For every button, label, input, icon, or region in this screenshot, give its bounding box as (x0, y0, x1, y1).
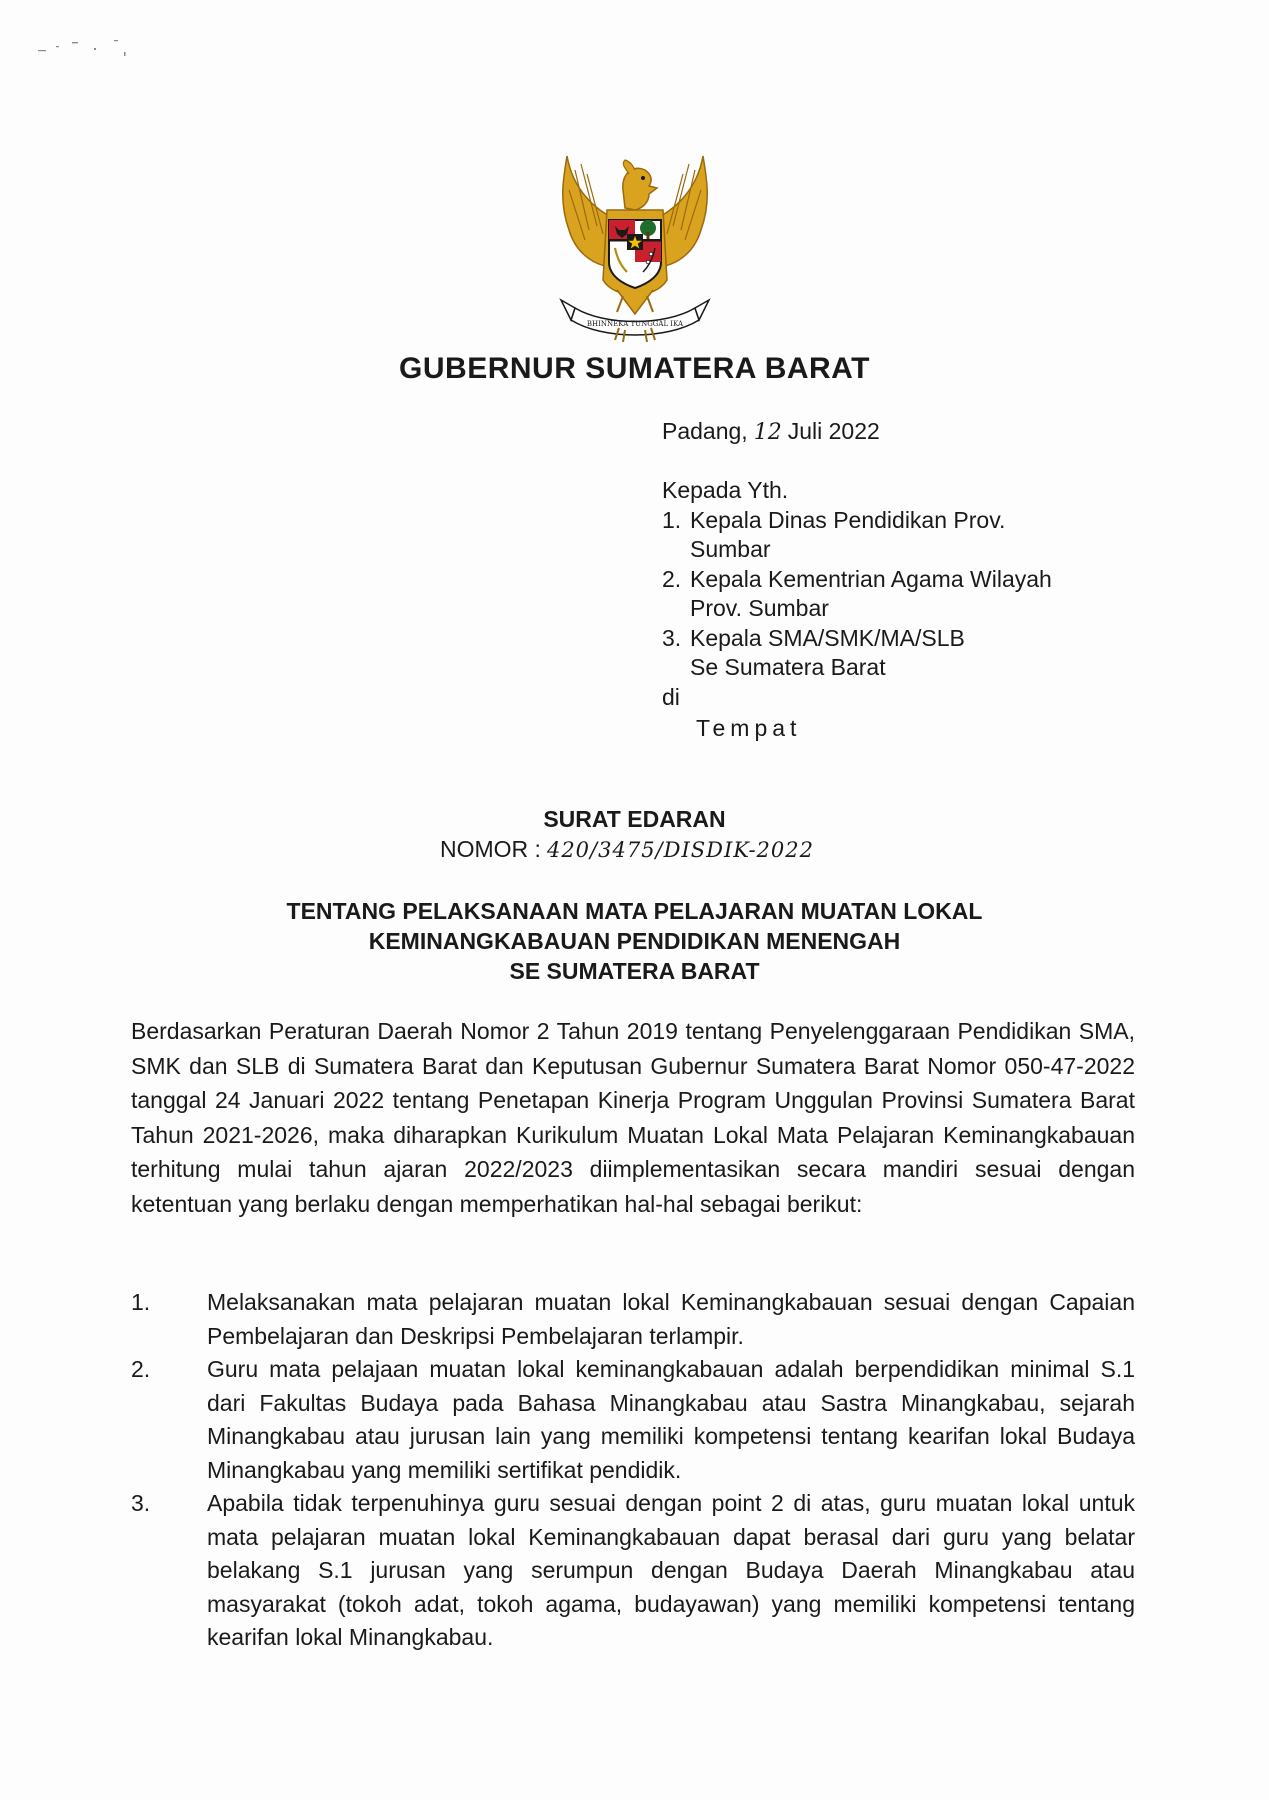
recipient-line: Se Sumatera Barat (690, 654, 886, 680)
recipient-item (662, 506, 1130, 565)
recipient-line: Kepala SMA/SMK/MA/SLB (690, 624, 965, 651)
points-list (131, 1286, 1135, 1655)
point-text: Apabila tidak terpenuhinya guru sesuai dengan point 2 di atas, guru muatan lokal untuk mata pelajaran muatan lokal Keminangkabauan dapat berasal dari guru yang belatar belakang S.1 jurusan yang serumpun dengan Budaya Daerah Minangkabau atau masyarakat (tokoh adat, tokoh agama, budayawan) yang memiliki kompetensi tentang kearifan lokal Minangkabau. (207, 1490, 1135, 1650)
recipient-number: 2. (662, 565, 682, 592)
point-text: Guru mata pelajaan muatan lokal keminangkabauan adalah berpendidikan minimal S.1 dari Fakultas Budaya pada Bahasa Minangkabau atau Sastra Minangkabau, sejarah Minangkabau atau jurusan lain yang memiliki kompetensi tentang kearifan lokal Budaya Minangkabau yang memiliki sertifikat pendidik. (207, 1356, 1135, 1483)
point-number: 1. (131, 1289, 151, 1315)
subject-line: KEMINANGKABAUAN PENDIDIKAN MENENGAH (368, 928, 901, 954)
recipient-line: Kepala Dinas Pendidikan Prov. (690, 506, 1006, 533)
emblem-motto: BHINNEKA TUNGGAL IKA (586, 320, 684, 328)
recipient-item (662, 624, 1130, 683)
list-item (131, 1286, 1135, 1353)
recipients-block (662, 476, 1130, 744)
date-month-year: Juli 2022 (787, 418, 880, 444)
circular-number (440, 836, 814, 863)
recipient-line: Prov. Sumbar (690, 595, 829, 621)
recipient-number: 3. (662, 624, 682, 651)
circular-number-handwritten: 420/3475/DISDIK-2022 (546, 838, 814, 862)
subject-line: SE SUMATERA BARAT (509, 958, 760, 984)
recipients-place: Tempat (696, 715, 802, 741)
recipient-line: Sumbar (690, 536, 771, 562)
governor-title: GUBERNUR SUMATERA BARAT (399, 352, 870, 385)
list-item (131, 1353, 1135, 1487)
letter-date (662, 418, 880, 445)
date-day-handwritten: 12 (753, 420, 782, 445)
point-text: Melaksanakan mata pelajaran muatan lokal Keminangkabauan sesuai dengan Capaian Pembelajaran dan Deskripsi Pembelajaran terlampir. (207, 1289, 1135, 1349)
list-item (131, 1487, 1135, 1655)
recipient-number: 1. (662, 506, 682, 533)
letter-heading (0, 352, 1269, 386)
recipients-salutation: Kepada Yth. (662, 477, 789, 503)
subject-line: TENTANG PELAKSANAAN MATA PELAJARAN MUATAN LOKAL (286, 898, 983, 924)
subject-heading (0, 896, 1269, 986)
date-place: Padang, (662, 418, 748, 444)
recipient-item (662, 565, 1130, 624)
scan-artifact (36, 34, 136, 64)
intro-paragraph: Berdasarkan Peraturan Daerah Nomor 2 Tahun 2019 tentang Penyelenggaraan Pendidikan SMA, SMK dan SLB di Sumatera Barat dan Keputusan Gubernur Sumatera Barat Nomor 050-47-2022 tanggal 24 Januari 2022 tentang Penetapan Kinerja Program Unggulan Provinsi Sumatera Barat Tahun 2021-2026, maka diharapkan Kurikulum Muatan Lokal Mata Pelajaran Keminangkabauan terhitung mulai tahun ajaran 2022/2023 diimplementasikan secara mandiri sesuai dengan ketentuan yang berlaku dengan memperhatikan hal-hal sebagai berikut: (131, 1018, 1135, 1217)
point-number: 2. (131, 1356, 151, 1382)
circular-title: SURAT EDARAN (543, 806, 726, 832)
recipient-line: Kepala Kementrian Agama Wilayah (690, 565, 1052, 592)
point-number: 3. (131, 1490, 151, 1516)
circular-number-label: NOMOR : (440, 836, 541, 862)
recipients-di: di (662, 683, 680, 710)
garuda-emblem-icon (545, 150, 725, 350)
